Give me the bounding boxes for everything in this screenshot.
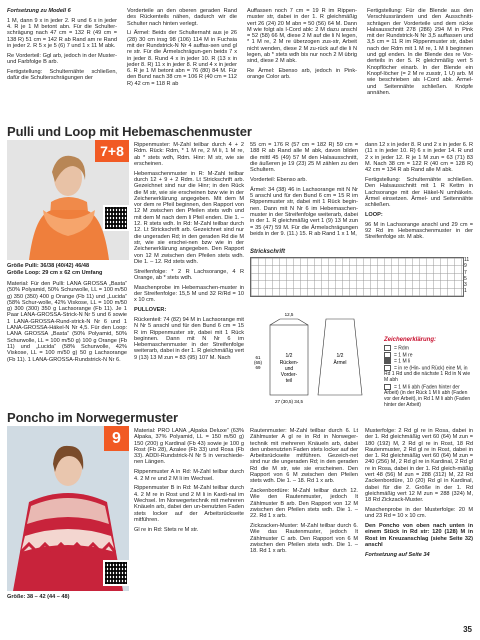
paragraph: Fortsetzung auf Seite 34 [365,551,430,558]
pulli-badge: 7+8 [95,140,129,162]
paragraph: Fertigstellung: Schulternähte schließen, dafür die Schulterschrägungen der [7,68,117,82]
pulli-qr-code[interactable] [103,205,129,231]
paragraph: Re Vorderteil: Ggl arb, jedoch in der Muster- und Farbfolge B arb. [7,52,117,66]
paragraph: Maschenprobe im Hebemaschen-muster in der Streifenfolge: 15,5 M und 32 R/Rd = 10 x 10 cm. [134,284,244,304]
paragraph: Gl re in Rd: Stets re M str. [134,526,199,533]
paragraph: Zackenbordüre: M-Zahl teilbar durch 12. Wie den Rautenmuster, jedoch lt Zählmuster B arb. Den Rapport von 12 M zwischen den Pfeilen stets wdh. Die 1. – 22. Rd 1 x arb. [250,488,358,520]
paragraph: Streifenfolge: * 2 R Lachsorange, 4 R Orange, ab * stets wdh. [134,268,244,281]
legend-swatch [384,365,391,371]
row-number: 11 [464,257,470,263]
paragraph: Vorderteil: Ebenso arb. [250,176,307,183]
strickschrift-label: Strickschrift [250,249,286,255]
knit-chart-grid [250,257,464,297]
legend-swatch [384,358,391,364]
pulli-sizes-loop: Größe Loop: 29 cm x 62 cm Umfang [7,270,103,276]
top-col-2 [127,8,237,91]
paragraph: Material: PRO LANA „Alpaka Deluxe“ (63% Alpaka, 37% Polyamid, LL = 150 m/50 g) 150 (200) g Kardinal (Fb 43) sowie je 100 g Rost (Fb 28), Azaleе (Fb 33) und Rosa (Fb 33). ADDI-Rundstrick-N Nr 5 in verschiede-nen Längen. [134,428,244,466]
pulli-col-3 [250,142,358,241]
paragraph: Auffassen noch 7 cm = 19 R im Rippen-muster str, dabei in der 1. R gleichmäßig vert 26 (24) 20 M abn = 50 (56) 64 M. Dann M wie folgt als I-Cord abk: 2 M dazu anschl = 52 (58) 66 M, diese 2 M auf die li N legen, * 1 M re, 2 M re überzogen zus-str, Arbeit nicht wenden, diese 2 M zu-rück auf die li N legen, ab * stets wdh bis nur noch 2 M übrig sind, diese 2 M abk. [247,8,357,65]
svg-text:61: 61 [255,355,261,360]
svg-text:(65): (65) [253,360,263,365]
paragraph: dann 12 x in jeder 8. R und 2 x in jeder 6. R (11 x in jeder 10. R) 6 x in jeder 14. R und 2 x in jeder 12. R je 1 M zun = 63 (71) 83 M. Nach 38 cm = 122 R (40 cm = 128 R) 42 cm = 134 R ab Rand alle M abk. [365,142,473,174]
row-number: 3 [464,282,467,289]
legend-title: Zeichenerklärung: [384,337,437,343]
top-col-4 [367,8,473,100]
paragraph: Material: Für den Pulli: LANA GROSSA „Basta“ (50% Polyamid, 50% Schurwolle, LL = 100 m/50 g) 350 (350) 400 g Orange (Fb 11) und „Lucida“ (58% Schur-wolle, 42% Viskose, LL = 100 m/50 g) 300 (300) 350 g Lachsorange (Fb 11). Je 1 Paar LANA-GROSSA-Strick-N Nr 5 und 6 sowie 1 LANA-GROSSA-Rund-strick-N Nr 6 und 1 LANA-GROSSA-Häkel-N Nr 4,5. Für den Loop: LANA GROSSA „Basta“ (50% Polyamid, 50% Schurwolle, LL = 100 m/50 g) 100 g Orange (Fb 11) und „Lucida“ (58% Schurwolle, 42% Viskose, LL = 100 m/50 g) 50 g Lachsorange (Fb 11). 1 LANA-GROSSA-Rundstrick-N Nr 6. [7,281,127,363]
row-number: 9 [464,263,467,270]
top-col-1 [7,8,117,85]
row-number: 1 [464,288,467,295]
knit-chart-row-numbers [464,257,469,295]
poncho-badge: 9 [104,426,129,451]
paragraph: Musterfolge: 2 Rd gl re in Rosa, dabei in der 1. Rd gleichmäßig vert 60 (64) M zun = 180 (192) M, 2 Rd gl re in Rost, 18 Rd Rautenmuster, 2 Rd gl re in Rost, dabei in der 1. Rd gleichmäßig vert 60 (64) M zun = 240 (256) M, 2 Rd gl re in Kardinal, 2 Rd gl re in Rosa, dabei in der 1. Rd gleich-mäßig vert 48 (56) M zun = 288 (312) M, 22 Rd Zackenbordüre, 10 (20) Rd gl in Kardinal, dabei für die 2. Größe in der 1. Rd gleichmäßig vert 12 M zun = 288 (324) M, 18 Rd Zickzack-Muster. [365,428,473,504]
legend-text: = 1 M li abh (Faden hinter der Arbeit) (in der Rück 1 M li abh (Faden vor der Arbeit), in Rd 1 M li abh (Faden hinter der Arbeit) [384,383,471,409]
svg-text:69: 69 [255,365,261,370]
paragraph: Rippenmuster: M-Zahl teilbar durch 4 + 2 Rdm. Rück: Rdm, * 1 M re, 2 M li, 1 M re, ab * stets wdh, Rdm. Hinr: M str, wie sie erscheinen. [134,142,244,167]
svg-text:teil: teil [285,378,293,384]
paragraph: 55 cm = 176 R (57 cm = 182 R) 59 cm = 188 R ab Rand alle M abk, davon bilden die mittl 45 (49) 57 M den Halsausschnitt, die äußeren je 19 (23) 25 M zählen zu den Schultern. [250,142,358,174]
svg-text:12,5: 12,5 [284,312,294,317]
paragraph: Vorderteile an den oberen geraden Rand des Rückenteils nähen, dadurch wir die Schulter nach hinten verlegt. [127,8,237,27]
svg-text:Ärmel: Ärmel [333,360,347,366]
paragraph: 96 M in Lachsorange anschl und 29 cm = 92 Rd im Hebemaschenmuster in der Streifenfolge str. M abk. [365,221,473,241]
schematic-sleeve-label: 1/2 [336,353,344,359]
poncho-title: Poncho im Norwegermuster [7,410,178,425]
paragraph: Ärmel: 34 (38) 46 in Lachsorange mit N Nr 5 anschl und für den Bund 6 cm = 15 R im Rippenmuster str, dabei mit 1 Rück begin-nen. Dann mit N Nr 6 im Hebemaschen-muster in der Streifenfolge weiterarb, dabei in der 1. R gleichmäßig vert 1 (9) 13 M zun = 35 (47) 59 M. Für die Ärmelschrägungen beids in der 9. (11.) 15. R ab Rand 1 x 1 M, [250,186,358,237]
pulli-sizes: Größe Pulli: 36/38 (40/42) 46/48 [7,263,90,269]
paragraph: Zickzacken-Muster: M-Zahl teilbar durch 6. Wie das Rautenmuster, jedoch lt Zählmuster C arb. Den Rapport von 6 M zwischen den Pfeilen stets wdh. Die 1. – 18. Rd 1 x arb. [250,523,358,555]
legend-text: = in re (Hin- und Rück) eine M, in Rd 1 Rd und die nächste 1 Rd in N wie M abh [384,364,471,384]
svg-text:Vorder-: Vorder- [280,372,298,378]
legend-text: = Rdm [394,345,409,352]
row-number: 7 [464,269,467,276]
poncho-col-1 [134,428,244,536]
paragraph: Re Ärmel: Ebenso arb, jedoch in Pink-orange Color arb. [247,68,357,81]
paragraph: Rippenmuster A in Rd: M-Zahl teilbar durch 4. 2 M re und 2 M li im Wechsel. [134,469,244,482]
paragraph: Rippenmuster B in Rd: M-Zahl teilbar durch 4. 2 M re in Rost und 2 M li in Kardi-nal im Wechsel. Im Norwegertechnik mit mehreren Knäueln arb, dabei den un-benutzten Faden stets locker auf der Arbeitsrückseite mitführen. [134,485,244,523]
legend [384,345,474,409]
paragraph: PULLOVER: [134,307,167,314]
legend-swatch [384,384,391,390]
poncho-qr-code[interactable] [103,560,129,586]
legend-item [384,384,474,409]
paragraph: 1 M, dann 9 x in jeder 2. R und 6 x in jeder 4. R je 1 M betont abn. Für die Schulter-schrägung nach 47 cm = 132 R (49 cm = 138 R) 51 cm = 142 R ab Rand am re Rand in jeder 2. R 5 x je 5 (6) 7 und 1 x 11 M abk. [7,17,117,49]
legend-text: = 1 M re [394,351,413,358]
schematic-back-label: 1/2 [285,353,293,359]
paragraph: Fertigstellung: Für die Blende aus den Verschlussrändern und den Ausschnitt-schrägen der Vorderteile und dem rücke Halsausschnitt 278 (286) 294 M in Pink mit der Rundstrick-N Nr 3,5 auffassen und 3,5 cm = 11 R im Rippenmuster str, dabei nach der Rdm mit 1 M re, 1 M li beginnen und ggl enden. In die Blende des re Vor-derteils in der 5. R gleichmäßig vert 5 Knopflöcher einarb. In der Blende ein Knopf-löcher (= 2 M re zusstr, 1 U) arb. M wie beschrieben als I-Cord abk. Ärmel- und Seitennähte schließen. Knöpfe annähen. [367,8,473,96]
paragraph: Den Poncho von oben nach unten in einem Stück in Rd str: 120 (128) M in Rost im Kreuzanschlag (siehe Seite 32) anschl [365,523,473,549]
legend-swatch [384,352,391,358]
poncho-col-2 [250,428,358,558]
row-number: 5 [464,275,467,282]
svg-text:Rücken-: Rücken- [279,360,299,366]
svg-text:27 (30,5) 34,5: 27 (30,5) 34,5 [274,399,304,404]
poncho-col-3 [365,428,473,562]
paragraph: LOOP: [365,211,383,218]
paragraph: Fertigstellung: Schulternähte schließen. Den Halsausschnitt mit 1 R Kettm in Lachsorange mit der Häkel-N umhäkeln. Ärmel einsetzen. Ärmel- und Seitennähte schließen. [365,176,473,209]
paragraph: Fortsetzung zu Modell 6 [7,8,71,14]
top-col-3 [247,8,357,84]
pulli-col-4 [365,142,473,244]
svg-text:und: und [284,366,294,372]
page-number: 35 [463,625,472,634]
legend-swatch [384,345,391,351]
legend-text: = 1 M li [394,358,411,365]
poncho-sizes: Größe: 38 – 42 (44 – 48) [7,594,70,600]
paragraph: Hebemaschenmuster in R: M-Zahl teilbar durch 12 + 9 + 2 Rdm. Lt Strickschrift arb. Gezeichnet sind nur die Hinr; in den Rück die M str, wie sie erscheinen bzw wie in der Zeichenerklärung angegeben. Mit dem M vor dem re Pfeil beginnen, den Rapport von 12 M zwischen den Pfeilen stets wdh und mit dem M nach dem li Pfeil enden. Die 1. – 12. R stets wdh. In Rd: M-Zahl teilbar durch 12. Lt Strickschrift arb. Gezeichnet sind nur die ungeraden Rd; in den geraden Rd die M str, wie sie erschei-nen bzw wie in der Zeichenerklärung angegeben. Den Rapport von 12 M zwischen den Pfeilen stets wdh. Die 1. – 12. Rd stets wdh. [134,170,244,265]
paragraph: Maschenprobe in der Musterfolge: 20 M und 23 Rd = 10 x 10 cm. [365,507,473,520]
pattern-schematic [250,307,380,407]
pulli-col-1 [7,281,127,366]
pulli-title: Pulli und Loop mit Hebemaschenmuster [7,124,252,139]
paragraph: Rückenteil: 74 (82) 94 M in Lachsorange mit N Nr 5 anschl und für den Bund 6 cm = 15 R im Rippenmuster str, dabei mit 1 Rück beginnen. Dann mit N Nr 6 im Hebemaschenmuster in der Streifenfolge weiterarb, dabei in der 1. R gleichmäßig vert 9 (13) 13 M zun = 83 (95) 107 M. Nach [134,316,244,361]
paragraph: Li Ärmel: Beids der Schulternaht aus je 26 (28) 30 cm insg 98 (106) 114 M in Fuchsia mit der Rundstrick-N Nr 4 auffas-sen und gl re str. Für die Ärmelschrägun-gen beids 7 x in jeder 8. Rund 4 x in jeder 10. R (13 x in jeder 8. R) 11 x in jeder 8. R und 4 x in jeder 6. R je 1 M betont abn = 76 (80) 84 M. Für den Bund nach 38 cm = 106 R (40 cm = 112 R) 42 cm = 118 R ab [127,30,237,87]
knit-chart [250,257,472,295]
pulli-col-2 [134,142,244,365]
legend-item [384,365,474,384]
paragraph: Rautenmuster: M-Zahl teilbar durch 6. Lt Zählmuster A gl re in Rd in Norweger-technik mit mehreren Knäueln arb, dabei den unbenutzten Faden stets locker auf der Arbeitsrückseite mitführen. Gezeich-net sind nur die ungeraden Rd; in den geraden Rd die M str, wie sie erscheinen. Den Rapport von 6 M zwischen den Pfeilen stets wdh. Die 1. – 18. Rd 1 x arb. [250,428,358,485]
